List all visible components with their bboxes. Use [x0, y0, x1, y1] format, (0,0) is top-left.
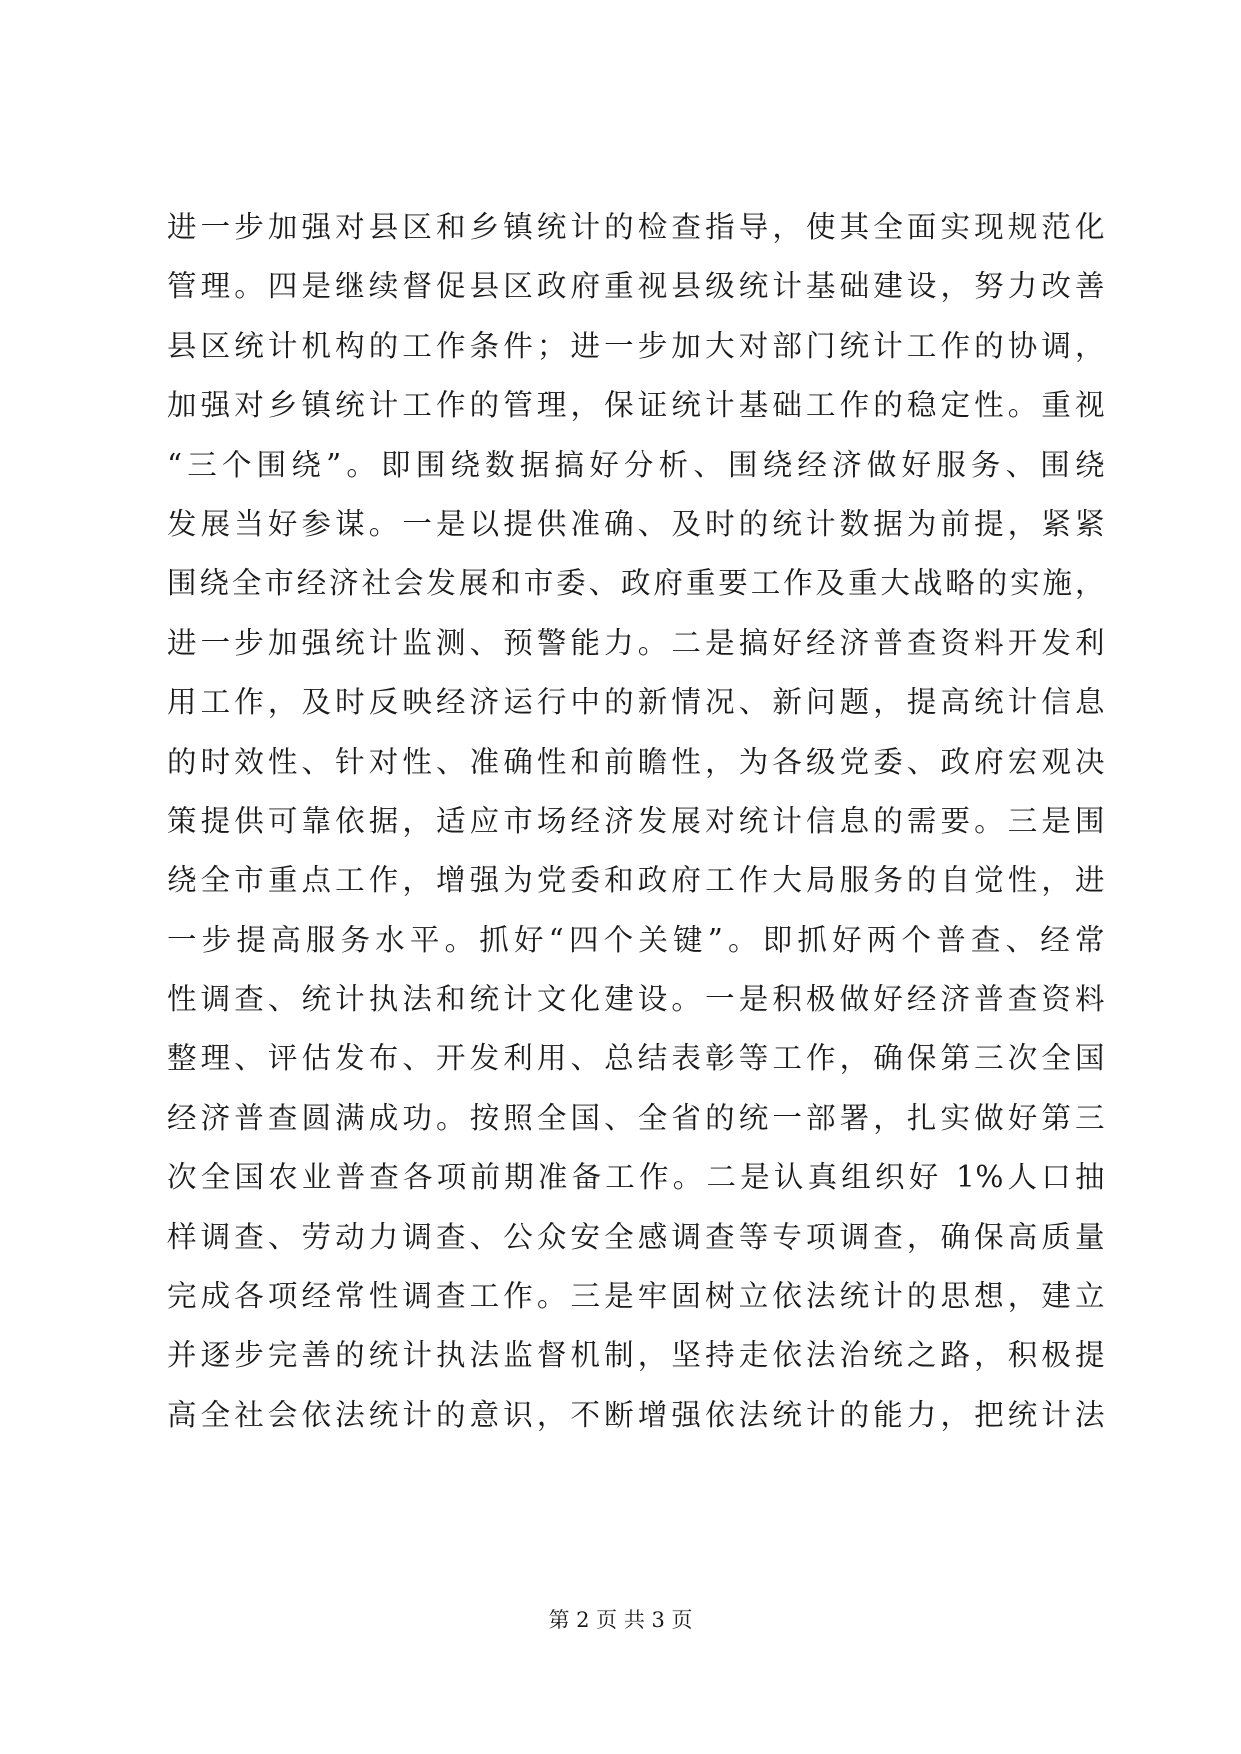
text-line: 绕全市重点工作，增强为党委和政府工作大局服务的自觉性，进: [167, 863, 1105, 898]
text-line: 性调查、统计执法和统计文化建设。一是积极做好经济普查资料: [167, 982, 1105, 1017]
text-line: 并逐步完善的统计执法监督机制，坚持走依法治统之路，积极提: [167, 1338, 1105, 1373]
text-line: 样调查、劳动力调查、公众安全感调查等专项调查，确保高质量: [167, 1219, 1105, 1254]
body-text: [167, 198, 1105, 1445]
text-line: 围绕全市经济社会发展和市委、政府重要工作及重大战略的实施，: [167, 566, 1105, 601]
text-line: 完成各项经常性调查工作。三是牢固树立依法统计的思想，建立: [167, 1279, 1105, 1314]
text-line: 发展当好参谋。一是以提供准确、及时的统计数据为前提，紧紧: [167, 506, 1105, 541]
text-line: 加强对乡镇统计工作的管理，保证统计基础工作的稳定性。重视: [167, 388, 1105, 423]
text-line: 进一步加强对县区和乡镇统计的检查指导，使其全面实现规范化: [167, 210, 1105, 244]
text-line: 进一步加强统计监测、预警能力。二是搞好经济普查资料开发利: [167, 625, 1105, 660]
page-number-footer: 第 2 页 共 3 页: [548, 1608, 693, 1632]
text-line: 高全社会依法统计的意识，不断增强依法统计的能力，把统计法: [167, 1397, 1105, 1432]
text-line: “三个围绕”。即围绕数据搞好分析、围绕经济做好服务、围绕: [167, 447, 1105, 482]
text-line: 管理。四是继续督促县区政府重视县级统计基础建设，努力改善: [167, 269, 1105, 304]
text-line: 策提供可靠依据，适应市场经济发展对统计信息的需要。三是围: [167, 803, 1105, 838]
text-line: 的时效性、针对性、准确性和前瞻性，为各级党委、政府宏观决: [167, 744, 1105, 779]
text-line: 一步提高服务水平。抓好“四个关键”。即抓好两个普查、经常: [167, 922, 1105, 957]
text-line: 县区统计机构的工作条件；进一步加大对部门统计工作的协调，: [167, 328, 1105, 363]
text-line: 整理、评估发布、开发利用、总结表彰等工作，确保第三次全国: [167, 1041, 1105, 1076]
text-line: 用工作，及时反映经济运行中的新情况、新问题，提高统计信息: [167, 685, 1105, 720]
text-line: 经济普查圆满成功。按照全国、全省的统一部署，扎实做好第三: [167, 1100, 1105, 1135]
text-line: 次全国农业普查各项前期准备工作。二是认真组织好 1%人口抽: [167, 1160, 1105, 1195]
